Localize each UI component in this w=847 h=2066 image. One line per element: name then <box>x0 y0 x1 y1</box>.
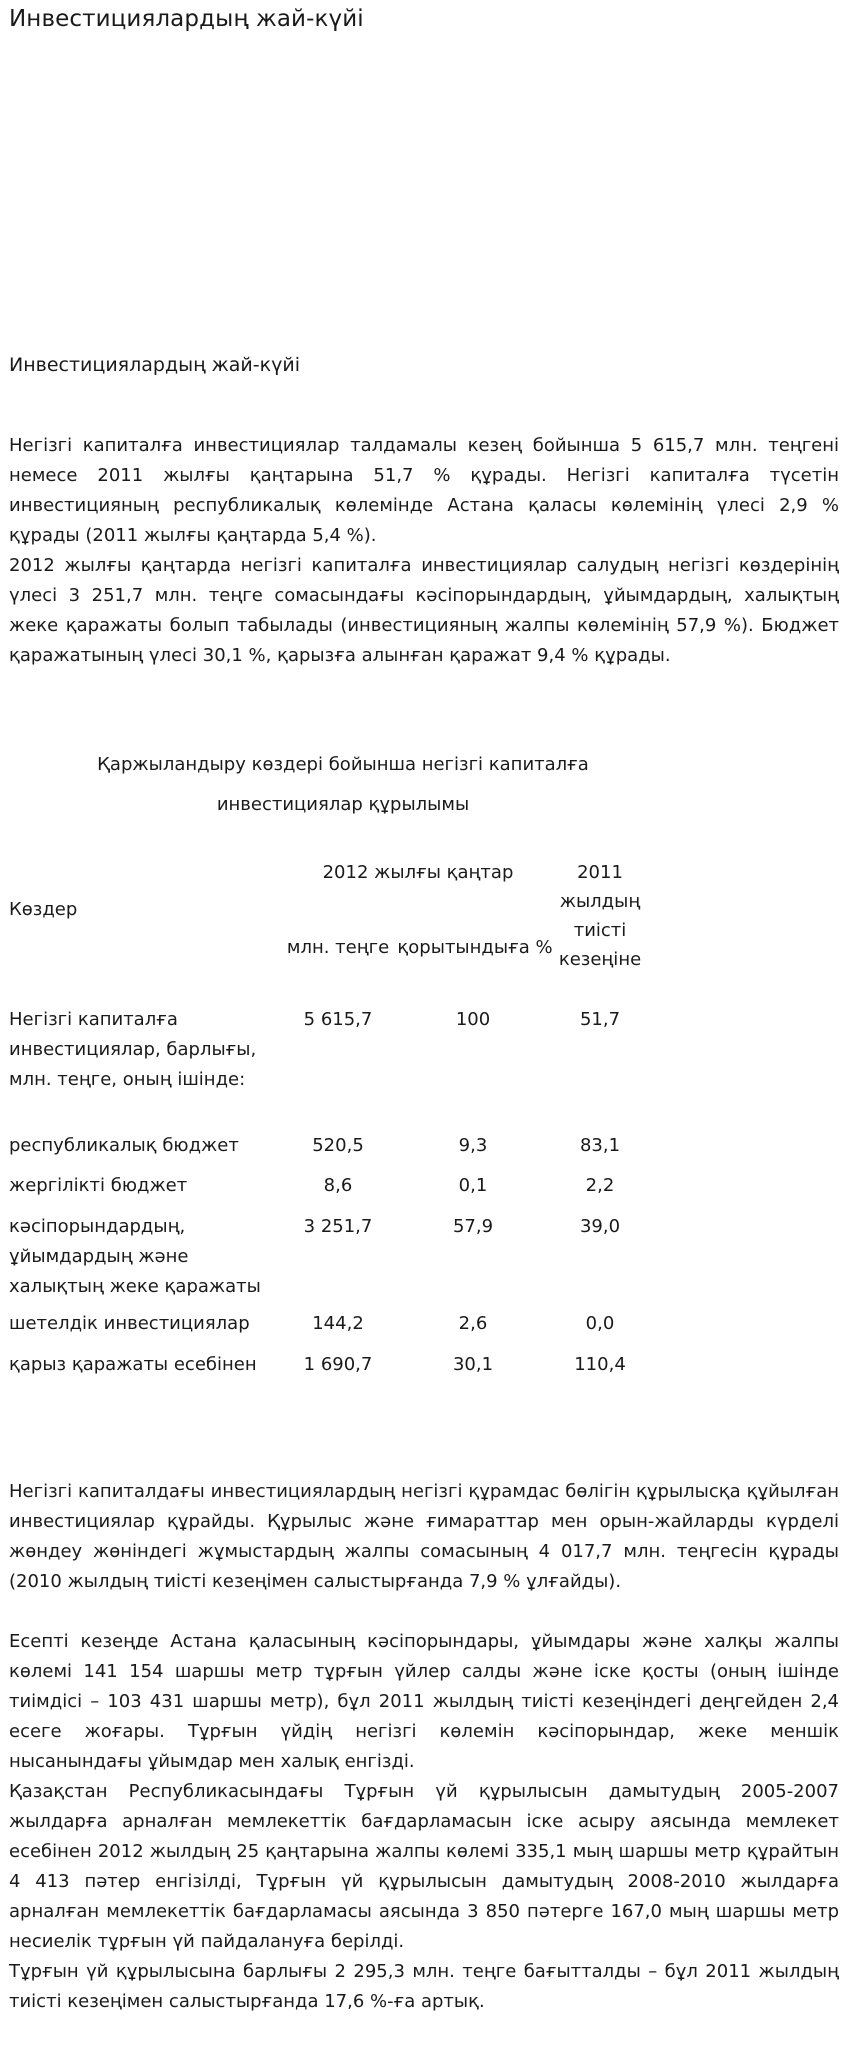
table-row-label: кәсіпорындардың, ұйымдардың және халықтың жеке қаражаты <box>9 1216 261 1297</box>
table-row-label: республикалық бюджет <box>9 1135 239 1156</box>
table-cell-pct: 100 <box>455 1009 491 1030</box>
table-cell-pct: 2,6 <box>458 1313 488 1334</box>
page-title: Инвестициялардың жай-күйі <box>9 6 364 32</box>
table-cell-pct: 57,9 <box>452 1216 494 1237</box>
table-cell-pct: 9,3 <box>458 1135 488 1156</box>
paragraph: Негізгі капиталға инвестициялар талдамалы кезең бойынша 5 615,7 млн. теңгені немесе 2011 жылғы қаңтарына 51,7 % құрады. Негізгі капиталға түсетін инвестицияның республикалық көлемінде Астана қаласы көлемінің үлесі 2,9 % құрады (2011 жылғы қаңтарда 5,4 %). <box>9 435 839 546</box>
table-caption-line: инвестициялар құрылымы <box>216 794 470 815</box>
table-cell-mln: 8,6 <box>323 1175 353 1196</box>
table-cell-pct: 30,1 <box>452 1354 494 1375</box>
table-row-label: жергілікті бюджет <box>9 1175 188 1196</box>
table-caption <box>9 745 839 825</box>
column-header-source: Көздер <box>9 899 78 920</box>
table-cell-prev: 51,7 <box>579 1009 621 1030</box>
table-row-label: шетелдік инвестициялар <box>9 1313 250 1334</box>
paragraph: Негізгі капиталдағы инвестициялардың негізгі құрамдас бөлігін құрылысқа құйылған инвестициялар құрайды. Құрылыс және ғимараттар мен орын-жайларды күрделі жөндеу жөніндегі жұмыстардың жалпы сомасының 4 017,7 млн. теңгесін құрады (2010 жылдың тиісті кезеңімен салыстырғанда 7,9 % ұлғайды). <box>9 1481 839 1592</box>
table-cell-mln: 1 690,7 <box>303 1354 373 1375</box>
table-cell-mln: 144,2 <box>312 1313 364 1334</box>
column-header-period: 2012 жылғы қаңтар <box>322 862 514 883</box>
paragraph: 2012 жылғы қаңтарда негізгі капиталға инвестициялар салудың негізгі көздерінің үлесі 3 251,7 млн. теңге сомасындағы кәсіпорындардың, ұйымдардың, халықтың жеке қаражаты болып табылады (инвестицияның жалпы көлемінің 57,9 %). Бюджет қаражатының үлесі 30,1 %, қарызға алынған қаражат 9,4 % құрады. <box>9 555 839 666</box>
table-cell-mln: 520,5 <box>312 1135 364 1156</box>
table-cell-pct: 0,1 <box>458 1175 488 1196</box>
table-row-label: Негізгі капиталға инвестициялар, барлығы, млн. теңге, оның ішінде: <box>9 1009 257 1090</box>
paragraph: Есепті кезеңде Астана қаласының кәсіпорындары, ұйымдары және халқы жалпы көлемі 141 154 шаршы метр тұрғын үйлер салды және іске қосты (оның ішінде тиімдісі – 103 431 шаршы метр), бұл 2011 жылдың тиісті кезеңіндегі деңгейден 2,4 есеге жоғары. Тұрғын үйдің негізгі көлемін кәсіпорындар, жеке меншік нысанындағы ұйымдар мен халық енгізді. <box>9 1631 839 1772</box>
table-cell-prev: 83,1 <box>579 1135 621 1156</box>
table-cell-prev: 39,0 <box>579 1216 621 1237</box>
column-header-percent-total: қорытындыға % <box>397 937 553 958</box>
table-cell-mln: 3 251,7 <box>303 1216 373 1237</box>
paragraph: Қазақстан Республикасындағы Тұрғын үй құрылысын дамытудың 2005-2007 жылдарға арналған мемлекеттік бағдарламасын іске асыру аясында мемлекет есебінен 2012 жылдың 25 қаңтарына жалпы көлемі 335,1 мың шаршы метр құрайтын 4 413 пәтер енгізілді, Тұрғын үй құрылысын дамытудың 2008-2010 жылдарға арналған мемлекеттік бағдарламасы аясында 3 850 пәтерге 167,0 мың шаршы метр несиелік тұрғын үй пайдалануға берілді. <box>9 1781 839 1952</box>
table-cell-prev: 110,4 <box>574 1354 626 1375</box>
table-cell-prev: 0,0 <box>585 1313 615 1334</box>
table-cell-prev: 2,2 <box>585 1175 615 1196</box>
paragraph: Тұрғын үй құрылысына барлығы 2 295,3 млн. теңге бағытталды – бұл 2011 жылдың тиісті кезеңімен салыстырғанда 17,6 %-ға артық. <box>9 1961 839 2012</box>
table-row-label: қарыз қаражаты есебінен <box>9 1354 257 1375</box>
section-heading: Инвестициялардың жай-күйі <box>9 354 300 376</box>
table-caption-line: Қаржыландыру көздері бойынша негізгі капиталға <box>97 754 589 775</box>
table-cell-mln: 5 615,7 <box>303 1009 373 1030</box>
column-header-previous-period: 2011 жылдың тиісті кезеңіне <box>558 862 642 970</box>
column-header-mln-tenge: млн. теңге <box>286 937 390 958</box>
